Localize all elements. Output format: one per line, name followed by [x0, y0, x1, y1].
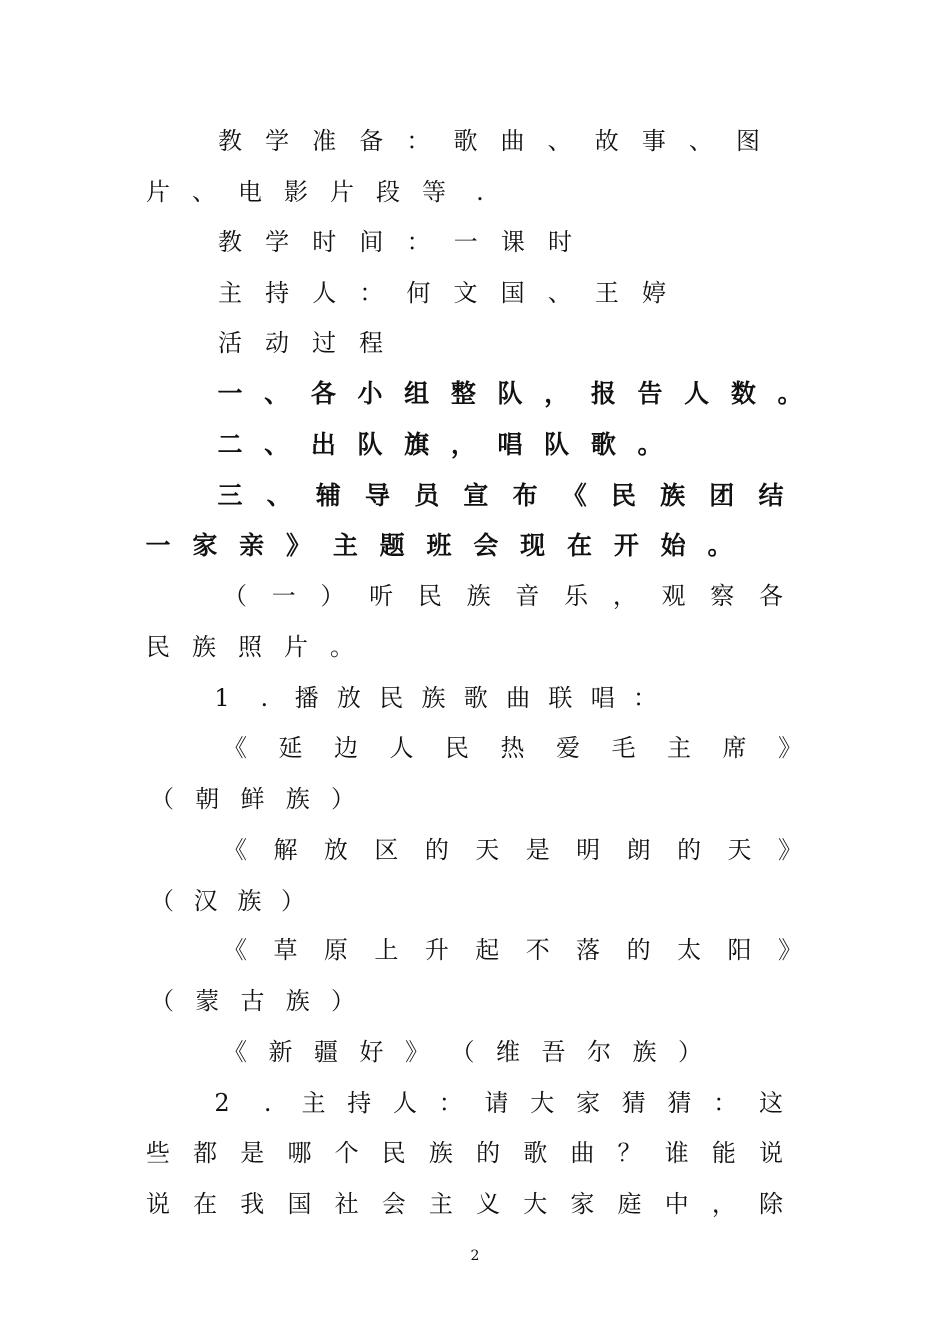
text-char: 一	[453, 228, 478, 256]
text-char: 宣	[463, 481, 489, 510]
text-char: 族	[285, 785, 310, 813]
text-char: 民	[417, 582, 442, 610]
text-char: ）	[320, 582, 345, 610]
text-char: 告	[637, 379, 663, 408]
text-char: 尔	[587, 1038, 611, 1066]
text-char: 时	[548, 228, 572, 256]
text-char: （	[450, 1038, 475, 1066]
text-char: 歌	[463, 684, 488, 712]
text-line	[0, 275, 950, 311]
text-char: 各	[759, 582, 783, 610]
text-char: 在	[566, 531, 593, 560]
page-number: 2	[470, 1248, 480, 1264]
text-char: 谁	[664, 1139, 689, 1167]
text-char: 落	[576, 936, 601, 964]
text-char: 结	[758, 481, 784, 510]
text-char: （	[223, 582, 247, 610]
text-char: 事	[641, 127, 666, 155]
text-char: 开	[613, 531, 639, 560]
text-char: 始	[660, 531, 686, 560]
text-char: 》	[778, 836, 802, 864]
text-char: 片	[330, 178, 354, 206]
text-char: 大	[530, 1089, 555, 1117]
text-char: 学	[265, 127, 290, 155]
text-char: 主	[332, 531, 358, 560]
text-char: 婷	[642, 279, 666, 307]
text-char: 。	[637, 430, 663, 459]
text-char: 社	[334, 1190, 359, 1218]
text-line	[0, 730, 950, 766]
text-char: 天	[475, 836, 500, 864]
text-char: 家	[576, 1089, 600, 1117]
text-char: 请	[484, 1089, 509, 1117]
text-char: 持	[265, 279, 290, 307]
text-char: 。	[330, 633, 354, 661]
text-char: 族	[428, 1139, 453, 1167]
text-char: ：	[359, 279, 384, 307]
text-line	[0, 883, 950, 919]
text-char: 天	[727, 836, 752, 864]
text-char: 主	[218, 279, 242, 307]
text-char: 队	[357, 430, 383, 459]
text-char: 二	[217, 430, 243, 459]
text-char: 整	[450, 379, 476, 408]
text-char: 是	[240, 1139, 265, 1167]
text-char: 哪	[287, 1139, 312, 1167]
text-char: 维	[496, 1038, 520, 1066]
text-line	[0, 224, 950, 260]
text-line	[0, 325, 950, 361]
text-char: 族	[660, 481, 686, 510]
text-char: ？	[617, 1139, 642, 1167]
text-char: 说	[759, 1139, 783, 1167]
text-char: （	[150, 785, 174, 813]
text-char: 我	[240, 1190, 265, 1218]
text-char: 毛	[611, 734, 636, 762]
text-char: 吾	[541, 1038, 566, 1066]
text-char: .	[476, 178, 484, 206]
text-char: ）	[331, 785, 355, 813]
text-char: 教	[218, 228, 242, 256]
text-char: 会	[381, 1190, 406, 1218]
text-char: 辅	[315, 481, 341, 510]
text-char: ）	[281, 887, 305, 915]
text-char: 何	[406, 279, 431, 307]
text-char: 义	[476, 1190, 501, 1218]
text-char: 家	[570, 1190, 595, 1218]
text-char: 族	[632, 1038, 657, 1066]
text-char: 等	[422, 178, 446, 206]
text-char: 唱	[590, 684, 615, 712]
text-char: 太	[677, 936, 702, 964]
text-char: 家	[192, 531, 218, 560]
text-char: 备	[359, 127, 384, 155]
text-char: 队	[497, 379, 523, 408]
text-char: 边	[334, 734, 358, 762]
text-char: 《	[223, 734, 247, 762]
text-char: 说	[146, 1190, 170, 1218]
text-char: ，	[544, 379, 570, 408]
text-line	[0, 983, 950, 1019]
text-char: 原	[323, 936, 348, 964]
text-char: 学	[265, 228, 290, 256]
text-char: 人	[393, 1089, 417, 1117]
text-char: 音	[515, 582, 540, 610]
text-char: 这	[759, 1089, 783, 1117]
text-char: ：	[406, 228, 431, 256]
text-char: 民	[610, 481, 636, 510]
text-char: 族	[421, 684, 446, 712]
text-line	[0, 123, 950, 159]
text-char: 报	[590, 379, 616, 408]
text-char: 歌	[523, 1139, 548, 1167]
text-char: 延	[278, 734, 303, 762]
text-char: 班	[426, 531, 452, 560]
text-line	[0, 680, 950, 716]
text-line	[0, 174, 950, 210]
text-char: 不	[525, 936, 550, 964]
text-char: 。	[777, 379, 803, 408]
text-char: 《	[223, 1038, 247, 1066]
text-char: ：	[438, 1089, 463, 1117]
text-char: 旗	[404, 430, 430, 459]
text-char: 间	[359, 228, 384, 256]
text-char: 庭	[617, 1190, 642, 1218]
text-char: 亲	[239, 531, 265, 560]
text-char: 除	[759, 1190, 783, 1218]
text-char: 段	[376, 178, 400, 206]
text-char: 曲	[500, 127, 525, 155]
text-char: 明	[576, 836, 601, 864]
text-char: 、	[264, 379, 290, 408]
text-char: ）	[331, 987, 355, 1015]
text-char: 图	[736, 127, 760, 155]
text-char: 观	[661, 582, 686, 610]
text-char: 现	[520, 531, 546, 560]
text-char: 猜	[621, 1089, 646, 1117]
text-char: 导	[365, 481, 391, 510]
text-char: 人	[684, 379, 710, 408]
text-char: 新	[268, 1038, 293, 1066]
text-char: 蒙	[195, 987, 220, 1015]
text-char: ）	[678, 1038, 702, 1066]
text-char: 一	[145, 531, 171, 560]
text-char: 席	[722, 734, 747, 762]
text-char: 影	[284, 178, 308, 206]
text-char: 。	[707, 531, 733, 560]
text-char: 汉	[193, 887, 218, 915]
text-char: 题	[379, 531, 405, 560]
text-char: 区	[374, 836, 399, 864]
text-char: 王	[594, 279, 619, 307]
text-char: 主	[301, 1089, 326, 1117]
text-char: 好	[359, 1038, 384, 1066]
text-char: 中	[664, 1190, 689, 1218]
text-line	[0, 1085, 950, 1121]
text-char: 文	[453, 279, 478, 307]
text-char: ，	[450, 430, 476, 459]
text-char: 片	[284, 633, 308, 661]
text-char: 一	[217, 379, 243, 408]
text-char: 能	[711, 1139, 736, 1167]
text-char: 1	[214, 684, 230, 712]
text-char: 《	[223, 936, 247, 964]
text-char: 程	[359, 329, 383, 357]
text-char: 2	[214, 1089, 230, 1117]
text-char: 》	[778, 936, 802, 964]
text-char: 出	[310, 430, 336, 459]
text-char: 的	[476, 1139, 501, 1167]
text-char: 片	[146, 178, 170, 206]
text-char: 唱	[497, 430, 523, 459]
text-char: 族	[466, 582, 491, 610]
text-char: 过	[312, 329, 336, 357]
text-char: .	[260, 684, 269, 712]
text-line	[0, 1186, 950, 1222]
text-char: 乐	[564, 582, 589, 610]
text-char: ：	[713, 1089, 738, 1117]
text-char: 组	[404, 379, 430, 408]
text-char: 草	[273, 936, 298, 964]
text-char: 布	[512, 481, 538, 510]
text-char: 课	[500, 228, 525, 256]
text-char: （	[150, 987, 174, 1015]
text-char: 活	[218, 329, 242, 357]
text-char: 曲	[570, 1139, 595, 1167]
text-char: 小	[357, 379, 383, 408]
text-line	[0, 478, 950, 514]
text-line	[0, 578, 950, 614]
text-char: 放	[336, 684, 361, 712]
text-char: 数	[730, 379, 756, 408]
text-line	[0, 376, 950, 412]
text-char: 听	[369, 582, 394, 610]
text-char: 民	[379, 684, 404, 712]
text-char: 升	[424, 936, 449, 964]
text-char: 人	[312, 279, 337, 307]
text-char: 主	[667, 734, 691, 762]
text-char: 个	[334, 1139, 359, 1167]
text-char: 曲	[506, 684, 531, 712]
text-char: .	[263, 1089, 272, 1117]
text-char: 》	[285, 531, 312, 560]
text-char: 古	[240, 987, 265, 1015]
text-char: 持	[347, 1089, 372, 1117]
text-char: 会	[473, 531, 499, 560]
text-char: 时	[312, 228, 337, 256]
text-char: 察	[710, 582, 735, 610]
text-char: 些	[146, 1139, 170, 1167]
text-char: 一	[271, 582, 296, 610]
text-char: 在	[193, 1190, 218, 1218]
text-char: 是	[525, 836, 550, 864]
text-char: 教	[218, 127, 242, 155]
text-line	[0, 932, 950, 968]
text-line	[0, 629, 950, 665]
text-char: 、	[266, 481, 292, 510]
text-line	[0, 832, 950, 868]
text-char: 猜	[667, 1089, 692, 1117]
text-char: 、	[688, 127, 713, 155]
text-char: 》	[778, 734, 802, 762]
text-char: 解	[273, 836, 298, 864]
text-char: 联	[548, 684, 573, 712]
text-char: 播	[294, 684, 319, 712]
text-char: （	[150, 887, 174, 915]
text-char: 故	[594, 127, 619, 155]
text-char: 阳	[727, 936, 752, 964]
text-line	[0, 1135, 950, 1171]
text-char: 放	[323, 836, 348, 864]
text-char: 都	[193, 1139, 218, 1167]
text-char: 的	[677, 836, 702, 864]
text-char: 各	[310, 379, 336, 408]
text-char: 准	[312, 127, 337, 155]
text-char: 民	[445, 734, 469, 762]
text-char: 团	[709, 481, 735, 510]
text-char: 国	[287, 1190, 312, 1218]
text-char: 朝	[195, 785, 220, 813]
text-char: 鲜	[240, 785, 265, 813]
text-char: ：	[406, 127, 431, 155]
text-char: 、	[547, 279, 572, 307]
text-char: 队	[544, 430, 570, 459]
text-char: 的	[424, 836, 449, 864]
text-char: 照	[238, 633, 262, 661]
text-char: ，	[711, 1190, 736, 1218]
text-line	[0, 427, 950, 463]
text-char: 民	[146, 633, 170, 661]
text-line	[0, 1034, 950, 1070]
text-char: 族	[192, 633, 216, 661]
text-char: 民	[381, 1139, 406, 1167]
text-char: 朗	[626, 836, 651, 864]
text-char: 国	[500, 279, 525, 307]
text-char: 主	[428, 1190, 453, 1218]
text-char: 人	[389, 734, 414, 762]
text-char: 族	[237, 887, 262, 915]
text-line	[0, 781, 950, 817]
text-char: 热	[500, 734, 525, 762]
text-char: 疆	[314, 1038, 338, 1066]
text-char: 歌	[453, 127, 478, 155]
text-char: 三	[217, 481, 243, 510]
text-char: 起	[475, 936, 500, 964]
text-char: 《	[561, 481, 587, 510]
text-char: 、	[547, 127, 572, 155]
text-char: 族	[285, 987, 310, 1015]
text-char: ，	[612, 582, 637, 610]
text-char: 电	[238, 178, 262, 206]
text-char: 大	[523, 1190, 548, 1218]
text-char: 歌	[590, 430, 616, 459]
text-char: 的	[626, 936, 651, 964]
text-char: 动	[265, 329, 289, 357]
text-char: 、	[192, 178, 216, 206]
text-char: 《	[223, 836, 247, 864]
text-char: 》	[405, 1038, 429, 1066]
text-char: 、	[264, 430, 290, 459]
text-char: ：	[633, 684, 657, 712]
text-line	[0, 528, 950, 564]
text-char: 爱	[556, 734, 580, 762]
text-char: 员	[414, 481, 440, 510]
text-char: 上	[374, 936, 399, 964]
